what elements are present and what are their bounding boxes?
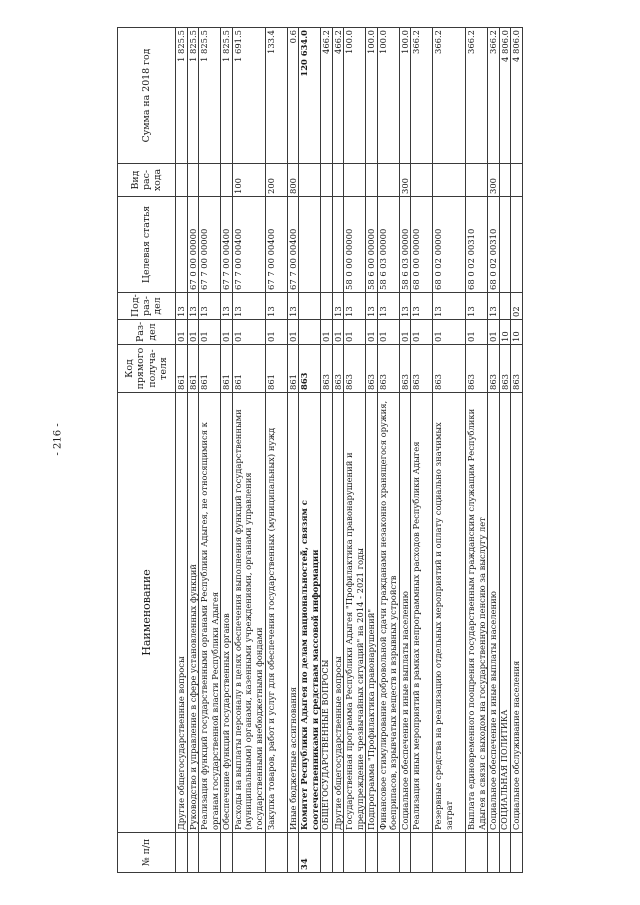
cell-section: 01 xyxy=(232,320,265,345)
cell-amount: 366.2 xyxy=(466,28,488,164)
cell-exp-type xyxy=(176,164,188,197)
header-name: Наименование xyxy=(118,393,176,833)
cell-name: Социальное обеспечение и иные выплаты населению xyxy=(488,393,500,833)
cell-code: 861 xyxy=(187,345,199,393)
cell-target xyxy=(299,197,321,293)
cell-code: 863 xyxy=(377,345,399,393)
table-row xyxy=(199,28,221,873)
header-subsection: Под-раз-дел xyxy=(118,293,176,320)
cell-code: 863 xyxy=(321,345,333,393)
cell-no xyxy=(187,833,199,873)
cell-name: Другие общегосударственные вопросы xyxy=(176,393,188,833)
cell-no xyxy=(466,833,488,873)
cell-section: 01 xyxy=(366,320,378,345)
cell-name: Обеспечение функций государственных органов xyxy=(221,393,233,833)
cell-no xyxy=(377,833,399,873)
cell-amount: 366.2 xyxy=(488,28,500,164)
cell-name: Социальное обслуживание населения xyxy=(511,393,523,833)
cell-section: 01 xyxy=(488,320,500,345)
cell-section: 01 xyxy=(176,320,188,345)
cell-name: Реализация функций государственными органами Республики Адыгея, не относящимися к органам государственной власти Республики Адыгея xyxy=(199,393,221,833)
cell-code: 861 xyxy=(176,345,188,393)
cell-code: 863 xyxy=(488,345,500,393)
cell-subsection: 13 xyxy=(265,293,287,320)
cell-name: Социальное обеспечение и иные выплаты населению xyxy=(399,393,411,833)
cell-exp-type xyxy=(499,164,511,197)
cell-section: 01 xyxy=(265,320,287,345)
cell-exp-type xyxy=(321,164,333,197)
header-exp-type: Вид рас-хода xyxy=(118,164,176,197)
header-code: Код прямого получа-теля xyxy=(118,345,176,393)
cell-target: 68 0 02 00310 xyxy=(466,197,488,293)
cell-section: 01 xyxy=(287,320,299,345)
cell-target: 68 0 00 00000 xyxy=(411,197,433,293)
table-row-agency xyxy=(299,28,321,873)
cell-section: 01 xyxy=(377,320,399,345)
cell-name: Реализация иных мероприятий в рамках непрограммных расходов Республики Адыгея xyxy=(411,393,433,833)
cell-code: 863 xyxy=(332,345,344,393)
cell-code: 861 xyxy=(232,345,265,393)
cell-code: 863 xyxy=(433,345,466,393)
cell-subsection xyxy=(321,293,333,320)
cell-no xyxy=(433,833,466,873)
cell-name: ОБЩЕГОСУДАРСТВЕННЫЕ ВОПРОСЫ xyxy=(321,393,333,833)
cell-subsection: 13 xyxy=(232,293,265,320)
cell-section: 01 xyxy=(466,320,488,345)
cell-amount: 100.0 xyxy=(366,28,378,164)
cell-exp-type xyxy=(221,164,233,197)
cell-name: Государственная программа Республики Адыгея "Профилактика правонарушений и предупреждение чрезвычайных ситуаций" на 2014 - 2021 годы xyxy=(344,393,366,833)
cell-subsection: 13 xyxy=(187,293,199,320)
cell-exp-type xyxy=(199,164,221,197)
cell-target: 67 0 00 00000 xyxy=(187,197,199,293)
cell-no xyxy=(366,833,378,873)
cell-code: 863 xyxy=(399,345,411,393)
cell-name: Другие общегосударственные вопросы xyxy=(332,393,344,833)
cell-name: Выплата единовременного поощрения государственным гражданским служащим Республики Адыгея в связи с выходом на государственную пенсию за выслугу лет xyxy=(466,393,488,833)
table-row xyxy=(499,28,511,873)
cell-section: 01 xyxy=(221,320,233,345)
cell-name: Резервные средства на реализацию отдельных мероприятий и оплату социально значимых затрат xyxy=(433,393,466,833)
cell-amount: 1 691.5 xyxy=(232,28,265,164)
cell-target: 67 7 00 00400 xyxy=(265,197,287,293)
cell-code: 861 xyxy=(199,345,221,393)
cell-exp-type: 100 xyxy=(232,164,265,197)
cell-name: Руководство и управление в сфере установленных функций xyxy=(187,393,199,833)
cell-amount: 1 825.5 xyxy=(176,28,188,164)
table-row xyxy=(232,28,265,873)
cell-amount: 466.2 xyxy=(321,28,333,164)
cell-amount: 4 806.0 xyxy=(511,28,523,164)
cell-name: Расходы на выплаты персоналу в целях обеспечения выполнения функций государственными (муниципальными) органами, казенными учреждениями, органами управления государственными внебюджетными фондами xyxy=(232,393,265,833)
cell-code: 861 xyxy=(265,345,287,393)
cell-no xyxy=(321,833,333,873)
cell-no xyxy=(221,833,233,873)
cell-subsection: 13 xyxy=(344,293,366,320)
cell-no xyxy=(232,833,265,873)
header-amount: Сумма на 2018 год xyxy=(118,28,176,164)
header-section: Раз-дел xyxy=(118,320,176,345)
table-row xyxy=(321,28,333,873)
cell-section xyxy=(299,320,321,345)
cell-no: 34 xyxy=(299,833,321,873)
cell-exp-type: 200 xyxy=(265,164,287,197)
table-row xyxy=(488,28,500,873)
cell-subsection: 13 xyxy=(332,293,344,320)
cell-code: 861 xyxy=(221,345,233,393)
cell-no xyxy=(199,833,221,873)
table-row xyxy=(221,28,233,873)
cell-amount: 366.2 xyxy=(433,28,466,164)
cell-no xyxy=(332,833,344,873)
cell-amount: 366.2 xyxy=(411,28,433,164)
cell-name: Комитет Республики Адыгея по делам национальностей, связям с соотечественниками и средствам массовой информации xyxy=(299,393,321,833)
cell-target: 67 7 00 00400 xyxy=(287,197,299,293)
cell-target: 67 7 00 00400 xyxy=(221,197,233,293)
cell-amount: 100.0 xyxy=(399,28,411,164)
table-row xyxy=(265,28,287,873)
cell-amount: 100.0 xyxy=(344,28,366,164)
page-number: - 216 - xyxy=(52,423,64,456)
cell-amount: 1 825.5 xyxy=(187,28,199,164)
cell-section: 01 xyxy=(433,320,466,345)
cell-target: 67 7 00 00000 xyxy=(199,197,221,293)
cell-target: 68 0 02 00310 xyxy=(488,197,500,293)
cell-subsection: 13 xyxy=(466,293,488,320)
cell-no xyxy=(511,833,523,873)
table-row xyxy=(287,28,299,873)
cell-exp-type xyxy=(511,164,523,197)
cell-subsection xyxy=(299,293,321,320)
cell-exp-type xyxy=(344,164,366,197)
cell-no xyxy=(176,833,188,873)
cell-exp-type xyxy=(377,164,399,197)
cell-target: 58 0 00 00000 xyxy=(344,197,366,293)
cell-exp-type xyxy=(433,164,466,197)
table-row xyxy=(511,28,523,873)
table-row xyxy=(377,28,399,873)
cell-code: 863 xyxy=(511,345,523,393)
cell-name: Финансовое стимулирование добровольной сдачи гражданами незаконно хранящегося оружия, боеприпасов, взрывчатых веществ и взрывных устройств xyxy=(377,393,399,833)
cell-amount: 100.0 xyxy=(377,28,399,164)
cell-name: Иные бюджетные ассигнования xyxy=(287,393,299,833)
cell-section: 01 xyxy=(344,320,366,345)
cell-no xyxy=(265,833,287,873)
table-row xyxy=(366,28,378,873)
cell-amount: 466.2 xyxy=(332,28,344,164)
cell-subsection: 13 xyxy=(411,293,433,320)
cell-code: 863 xyxy=(411,345,433,393)
table-row xyxy=(332,28,344,873)
cell-subsection: 13 xyxy=(221,293,233,320)
rotated-page-content xyxy=(117,28,597,873)
table-row xyxy=(344,28,366,873)
cell-exp-type xyxy=(332,164,344,197)
cell-target: 58 6 00 00000 xyxy=(366,197,378,293)
cell-subsection: 13 xyxy=(287,293,299,320)
cell-subsection: 13 xyxy=(199,293,221,320)
cell-subsection: 13 xyxy=(176,293,188,320)
cell-no xyxy=(287,833,299,873)
cell-code: 861 xyxy=(287,345,299,393)
cell-amount: 120 634.0 xyxy=(299,28,321,164)
cell-target xyxy=(511,197,523,293)
cell-exp-type: 300 xyxy=(399,164,411,197)
cell-amount: 133.4 xyxy=(265,28,287,164)
budget-table xyxy=(117,27,523,873)
cell-target xyxy=(176,197,188,293)
cell-no xyxy=(399,833,411,873)
cell-section: 10 xyxy=(511,320,523,345)
cell-amount: 0.6 xyxy=(287,28,299,164)
cell-no xyxy=(499,833,511,873)
cell-section: 01 xyxy=(399,320,411,345)
cell-amount: 1 825.5 xyxy=(199,28,221,164)
cell-no xyxy=(488,833,500,873)
cell-code: 863 xyxy=(366,345,378,393)
cell-target: 58 6 03 00000 xyxy=(377,197,399,293)
cell-exp-type xyxy=(366,164,378,197)
cell-amount: 1 825.5 xyxy=(221,28,233,164)
cell-section: 10 xyxy=(499,320,511,345)
table-row xyxy=(187,28,199,873)
cell-exp-type: 300 xyxy=(488,164,500,197)
cell-section: 01 xyxy=(332,320,344,345)
cell-target xyxy=(332,197,344,293)
header-row xyxy=(118,28,176,873)
cell-target: 68 0 02 00000 xyxy=(433,197,466,293)
header-no: № п/п xyxy=(118,833,176,873)
cell-target: 58 6 03 00000 xyxy=(399,197,411,293)
cell-section: 01 xyxy=(187,320,199,345)
cell-section: 01 xyxy=(199,320,221,345)
cell-subsection: 13 xyxy=(366,293,378,320)
cell-subsection: 13 xyxy=(377,293,399,320)
cell-exp-type xyxy=(466,164,488,197)
cell-code: 863 xyxy=(344,345,366,393)
cell-exp-type: 800 xyxy=(287,164,299,197)
cell-name: Подпрограмма "Профилактика правонарушений" xyxy=(366,393,378,833)
cell-no xyxy=(344,833,366,873)
cell-subsection: 13 xyxy=(399,293,411,320)
cell-target: 67 7 00 00400 xyxy=(232,197,265,293)
table-row xyxy=(176,28,188,873)
cell-subsection: 13 xyxy=(433,293,466,320)
cell-section: 01 xyxy=(321,320,333,345)
cell-no xyxy=(411,833,433,873)
cell-exp-type xyxy=(187,164,199,197)
cell-subsection xyxy=(499,293,511,320)
cell-exp-type xyxy=(299,164,321,197)
cell-section: 01 xyxy=(411,320,433,345)
cell-subsection: 13 xyxy=(488,293,500,320)
table-row xyxy=(433,28,466,873)
cell-target xyxy=(499,197,511,293)
cell-code: 863 xyxy=(499,345,511,393)
cell-target xyxy=(321,197,333,293)
table-row xyxy=(411,28,433,873)
cell-code: 863 xyxy=(299,345,321,393)
cell-amount: 4 806.0 xyxy=(499,28,511,164)
cell-name: Закупка товаров, работ и услуг для обеспечения государственных (муниципальных) нужд xyxy=(265,393,287,833)
cell-subsection: 02 xyxy=(511,293,523,320)
cell-name: СОЦИАЛЬНАЯ ПОЛИТИКА xyxy=(499,393,511,833)
cell-exp-type xyxy=(411,164,433,197)
table-row xyxy=(399,28,411,873)
table-row xyxy=(466,28,488,873)
cell-code: 863 xyxy=(466,345,488,393)
header-target: Целевая статья xyxy=(118,197,176,293)
